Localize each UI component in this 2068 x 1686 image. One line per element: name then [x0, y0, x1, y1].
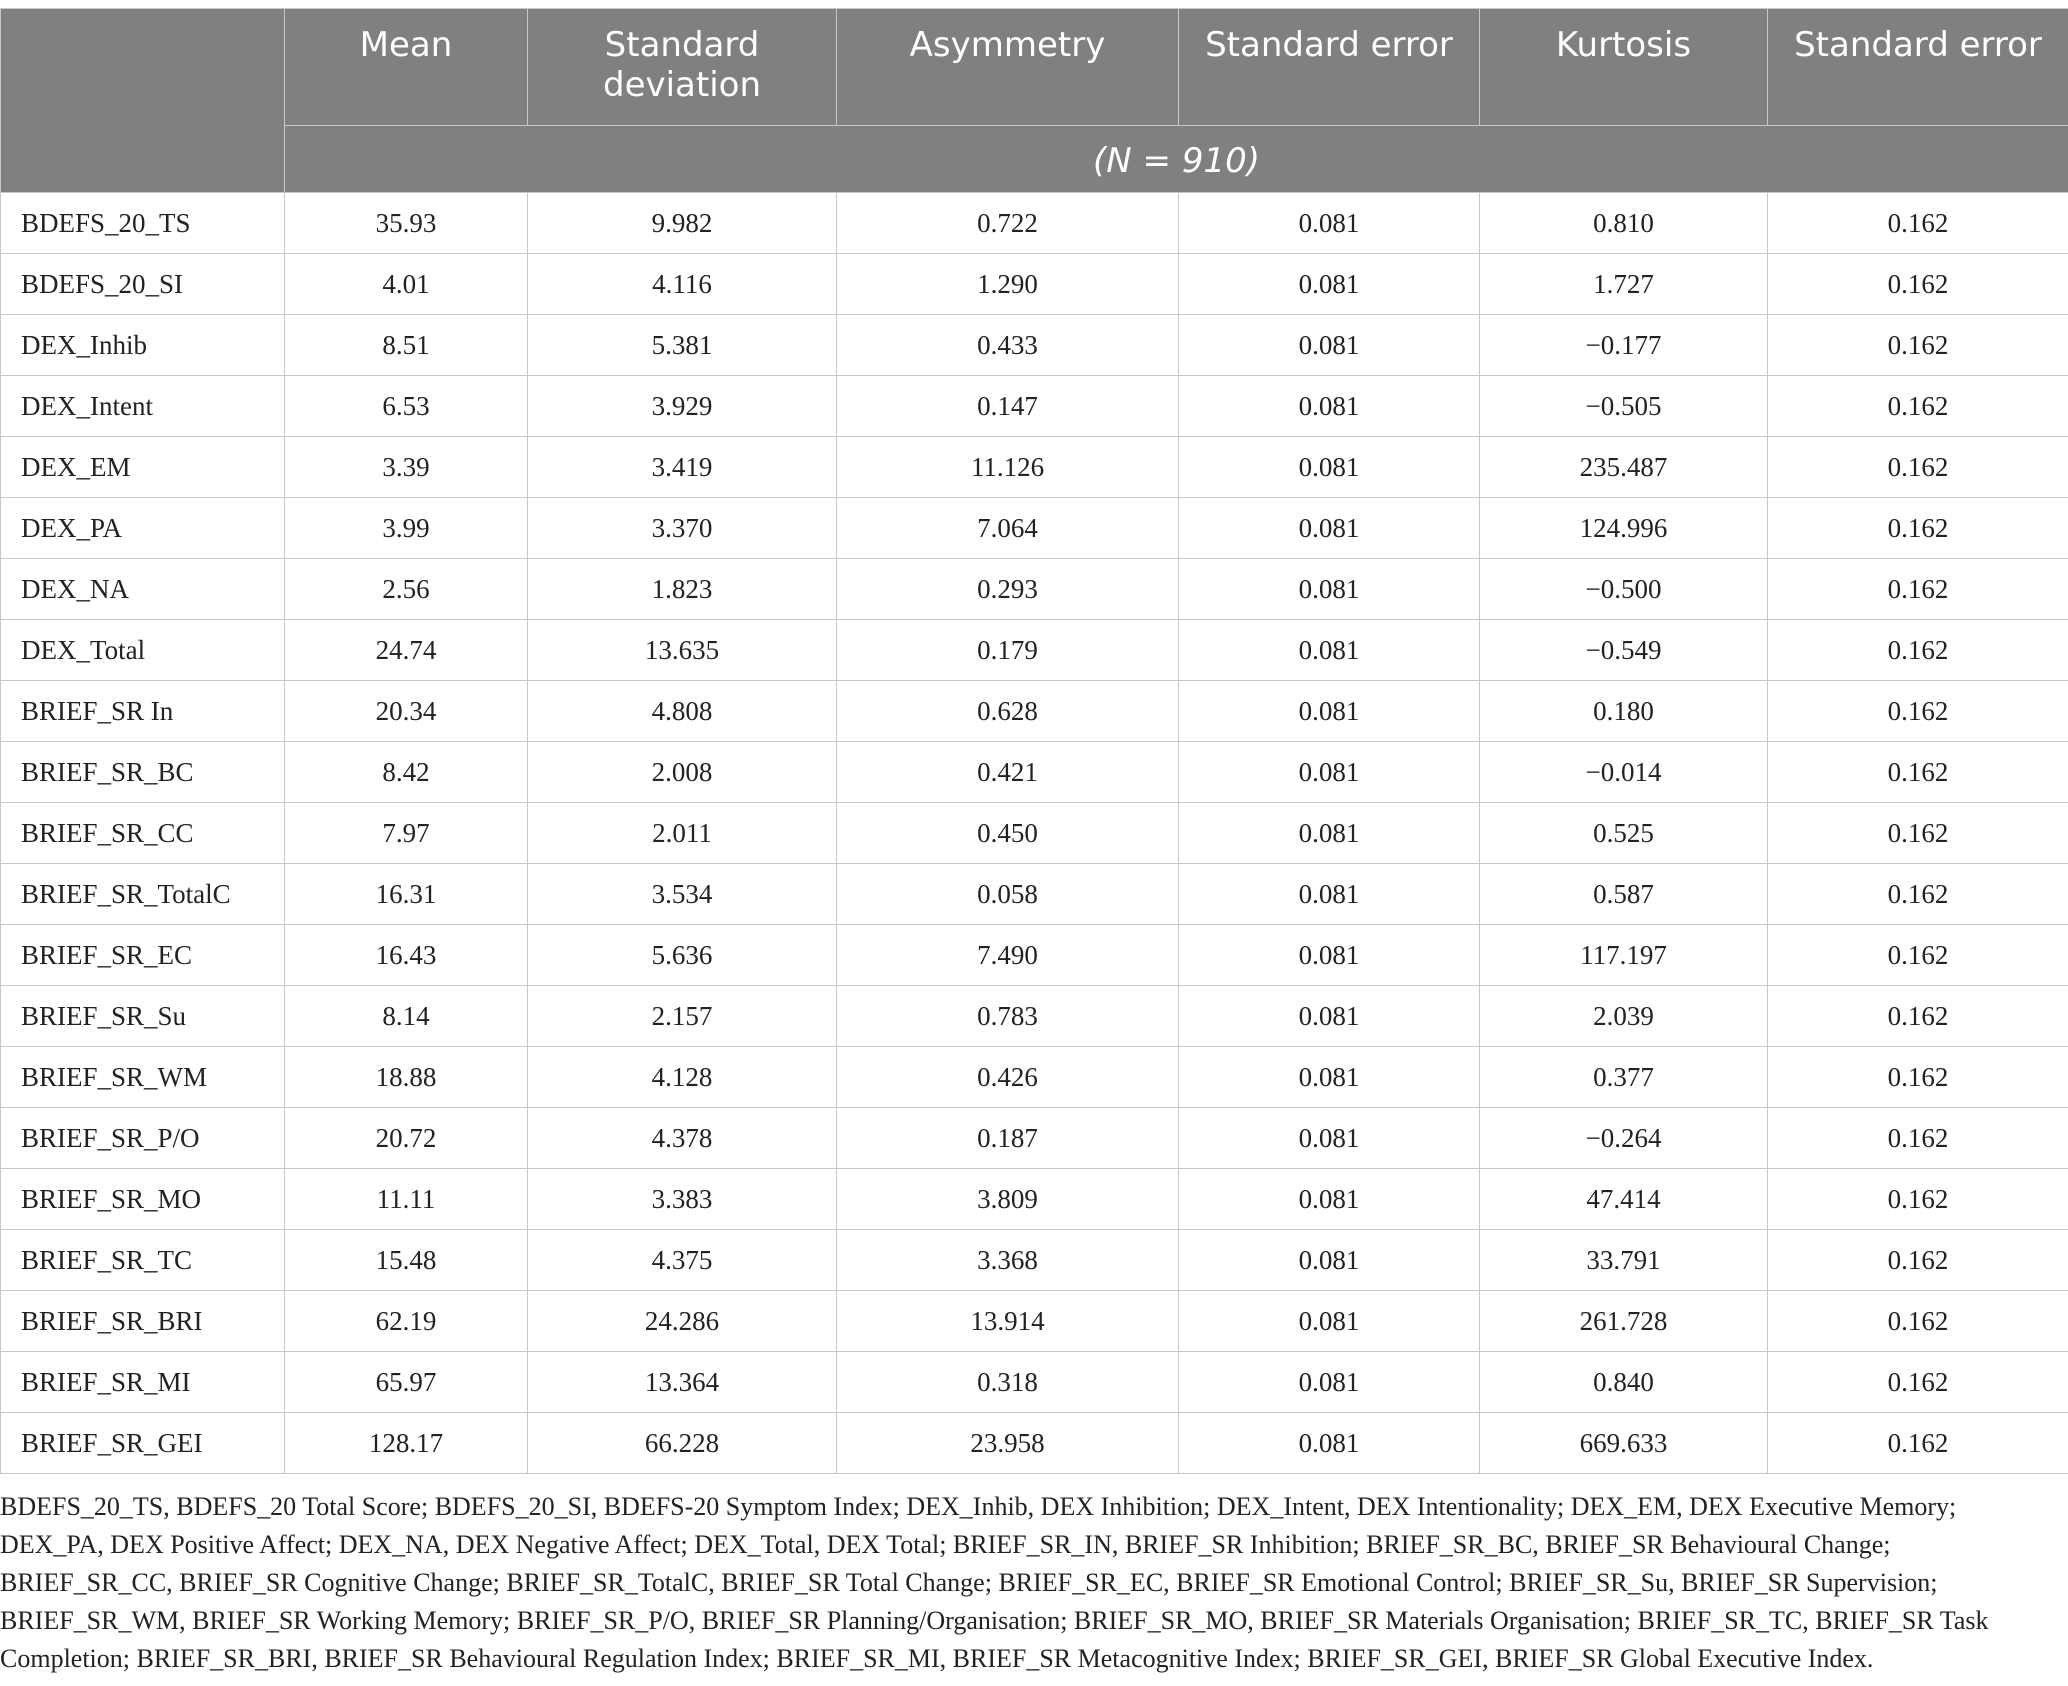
asymmetry-value: 13.914 [837, 1291, 1179, 1352]
table-footnote: BDEFS_20_TS, BDEFS_20 Total Score; BDEFS_20_SI, BDEFS-20 Symptom Index; DEX_Inhib, DEX Inhibition; DEX_Intent, DEX Intentionality; DEX_EM, DEX Executive Memory; DEX_PA, DEX Positive Affect; DEX_NA, DEX Negative Affect; DEX_Total, DEX Total; BRIEF_SR_IN, BRIEF_SR Inhibition; BRIEF_SR_BC, BRIEF_SR Behavioural Change; BRIEF_SR_CC, BRIEF_SR Cognitive Change; BRIEF_SR_TotalC, BRIEF_SR Total Change; BRIEF_SR_EC, BRIEF_SR Emotional Control; BRIEF_SR_Su, BRIEF_SR Supervision; BRIEF_SR_WM, BRIEF_SR Working Memory; BRIEF_SR_P/O, BRIEF_SR Planning/Organisation; BRIEF_SR_MO, BRIEF_SR Materials Organisation; BRIEF_SR_TC, BRIEF_SR Task Completion; BRIEF_SR_BRI, BRIEF_SR Behavioural Regulation Index; BRIEF_SR_MI, BRIEF_SR Metacognitive Index; BRIEF_SR_GEI, BRIEF_SR Global Executive Index. [0, 1492, 1989, 1673]
table-body [1, 193, 2068, 1474]
mean-value: 35.93 [285, 193, 528, 254]
mean-value: 3.39 [285, 437, 528, 498]
sd-value: 4.378 [528, 1108, 837, 1169]
mean-value: 65.97 [285, 1352, 528, 1413]
kurtosis-value: 47.414 [1480, 1169, 1768, 1230]
mean-value: 24.74 [285, 620, 528, 681]
kurtosis-value: 0.180 [1480, 681, 1768, 742]
table-row [1, 986, 2068, 1047]
mean-value: 2.56 [285, 559, 528, 620]
mean-value: 16.31 [285, 864, 528, 925]
kurtosis-se-value: 0.162 [1768, 1291, 2068, 1352]
asymmetry-se-value: 0.081 [1179, 254, 1480, 315]
asymmetry-se-value: 0.081 [1179, 1108, 1480, 1169]
asymmetry-value: 11.126 [837, 437, 1179, 498]
header-standard-error-asymmetry: Standard error [1179, 9, 1480, 126]
asymmetry-se-value: 0.081 [1179, 620, 1480, 681]
row-label: BRIEF_SR_Su [1, 986, 285, 1047]
row-label: DEX_EM [1, 437, 285, 498]
mean-value: 7.97 [285, 803, 528, 864]
table-row [1, 1413, 2068, 1474]
asymmetry-se-value: 0.081 [1179, 681, 1480, 742]
kurtosis-value: 33.791 [1480, 1230, 1768, 1291]
kurtosis-value: 2.039 [1480, 986, 1768, 1047]
table-row [1, 1108, 2068, 1169]
mean-value: 3.99 [285, 498, 528, 559]
mean-value: 8.14 [285, 986, 528, 1047]
header-asymmetry: Asymmetry [837, 9, 1179, 126]
kurtosis-value: 235.487 [1480, 437, 1768, 498]
sd-value: 4.128 [528, 1047, 837, 1108]
sd-value: 3.929 [528, 376, 837, 437]
kurtosis-se-value: 0.162 [1768, 1108, 2068, 1169]
sd-value: 4.808 [528, 681, 837, 742]
kurtosis-value: 1.727 [1480, 254, 1768, 315]
asymmetry-value: 23.958 [837, 1413, 1179, 1474]
asymmetry-value: 0.783 [837, 986, 1179, 1047]
table-row [1, 315, 2068, 376]
kurtosis-value: 0.840 [1480, 1352, 1768, 1413]
asymmetry-se-value: 0.081 [1179, 1413, 1480, 1474]
sd-value: 66.228 [528, 1413, 837, 1474]
asymmetry-value: 3.809 [837, 1169, 1179, 1230]
row-label: DEX_Intent [1, 376, 285, 437]
kurtosis-se-value: 0.162 [1768, 1413, 2068, 1474]
kurtosis-se-value: 0.162 [1768, 1047, 2068, 1108]
row-label: BRIEF_SR_TC [1, 1230, 285, 1291]
header-standard-deviation: Standard deviation [528, 9, 837, 126]
sd-value: 9.982 [528, 193, 837, 254]
kurtosis-se-value: 0.162 [1768, 1169, 2068, 1230]
sd-value: 3.383 [528, 1169, 837, 1230]
table-row [1, 254, 2068, 315]
row-label: BRIEF_SR_EC [1, 925, 285, 986]
table-row [1, 1047, 2068, 1108]
asymmetry-se-value: 0.081 [1179, 864, 1480, 925]
kurtosis-se-value: 0.162 [1768, 254, 2068, 315]
header-mean: Mean [285, 9, 528, 126]
table-row [1, 742, 2068, 803]
kurtosis-se-value: 0.162 [1768, 559, 2068, 620]
row-label: BRIEF_SR_TotalC [1, 864, 285, 925]
row-label: BRIEF_SR_MO [1, 1169, 285, 1230]
asymmetry-value: 0.179 [837, 620, 1179, 681]
row-label: BDEFS_20_SI [1, 254, 285, 315]
table-row [1, 681, 2068, 742]
sd-value: 13.635 [528, 620, 837, 681]
kurtosis-value: −0.549 [1480, 620, 1768, 681]
asymmetry-se-value: 0.081 [1179, 315, 1480, 376]
sd-value: 24.286 [528, 1291, 837, 1352]
sd-value: 2.008 [528, 742, 837, 803]
asymmetry-se-value: 0.081 [1179, 925, 1480, 986]
table-row [1, 1169, 2068, 1230]
kurtosis-value: 669.633 [1480, 1413, 1768, 1474]
kurtosis-se-value: 0.162 [1768, 620, 2068, 681]
table-row [1, 193, 2068, 254]
asymmetry-se-value: 0.081 [1179, 559, 1480, 620]
asymmetry-value: 0.293 [837, 559, 1179, 620]
asymmetry-se-value: 0.081 [1179, 437, 1480, 498]
asymmetry-value: 1.290 [837, 254, 1179, 315]
descriptive-statistics-table [0, 8, 2068, 1474]
asymmetry-se-value: 0.081 [1179, 193, 1480, 254]
mean-value: 18.88 [285, 1047, 528, 1108]
kurtosis-value: −0.264 [1480, 1108, 1768, 1169]
header-row [1, 9, 2068, 126]
row-label: BRIEF_SR_P/O [1, 1108, 285, 1169]
asymmetry-value: 0.187 [837, 1108, 1179, 1169]
table-row [1, 437, 2068, 498]
kurtosis-se-value: 0.162 [1768, 742, 2068, 803]
asymmetry-se-value: 0.081 [1179, 498, 1480, 559]
kurtosis-value: −0.500 [1480, 559, 1768, 620]
table-row [1, 1352, 2068, 1413]
kurtosis-se-value: 0.162 [1768, 193, 2068, 254]
row-label: DEX_Inhib [1, 315, 285, 376]
kurtosis-value: −0.177 [1480, 315, 1768, 376]
asymmetry-value: 0.450 [837, 803, 1179, 864]
row-label: DEX_PA [1, 498, 285, 559]
row-label: DEX_NA [1, 559, 285, 620]
asymmetry-se-value: 0.081 [1179, 376, 1480, 437]
asymmetry-value: 0.426 [837, 1047, 1179, 1108]
table-row [1, 559, 2068, 620]
sd-value: 1.823 [528, 559, 837, 620]
kurtosis-se-value: 0.162 [1768, 681, 2068, 742]
asymmetry-value: 7.064 [837, 498, 1179, 559]
header-corner-cell [1, 9, 285, 193]
asymmetry-se-value: 0.081 [1179, 1047, 1480, 1108]
mean-value: 20.34 [285, 681, 528, 742]
table-header [1, 9, 2068, 193]
asymmetry-value: 0.722 [837, 193, 1179, 254]
mean-value: 6.53 [285, 376, 528, 437]
sd-value: 3.370 [528, 498, 837, 559]
sd-value: 5.381 [528, 315, 837, 376]
kurtosis-se-value: 0.162 [1768, 1352, 2068, 1413]
table-row [1, 1291, 2068, 1352]
kurtosis-value: 0.810 [1480, 193, 1768, 254]
asymmetry-value: 0.628 [837, 681, 1179, 742]
row-label: DEX_Total [1, 620, 285, 681]
sd-value: 13.364 [528, 1352, 837, 1413]
kurtosis-se-value: 0.162 [1768, 925, 2068, 986]
table-row [1, 498, 2068, 559]
kurtosis-value: 0.525 [1480, 803, 1768, 864]
sd-value: 5.636 [528, 925, 837, 986]
row-label: BDEFS_20_TS [1, 193, 285, 254]
table-row [1, 620, 2068, 681]
row-label: BRIEF_SR_WM [1, 1047, 285, 1108]
mean-value: 8.51 [285, 315, 528, 376]
kurtosis-se-value: 0.162 [1768, 376, 2068, 437]
sample-size-label: (N = 910) [285, 126, 2068, 193]
row-label: BRIEF_SR_GEI [1, 1413, 285, 1474]
table-row [1, 864, 2068, 925]
row-label: BRIEF_SR_CC [1, 803, 285, 864]
header-standard-error-kurtosis: Standard error [1768, 9, 2068, 126]
sd-value: 3.534 [528, 864, 837, 925]
header-kurtosis: Kurtosis [1480, 9, 1768, 126]
asymmetry-se-value: 0.081 [1179, 1291, 1480, 1352]
sd-value: 3.419 [528, 437, 837, 498]
table-row [1, 925, 2068, 986]
kurtosis-se-value: 0.162 [1768, 498, 2068, 559]
asymmetry-se-value: 0.081 [1179, 1352, 1480, 1413]
asymmetry-value: 0.058 [837, 864, 1179, 925]
kurtosis-value: 261.728 [1480, 1291, 1768, 1352]
kurtosis-value: 124.996 [1480, 498, 1768, 559]
row-label: BRIEF_SR_BC [1, 742, 285, 803]
kurtosis-value: −0.014 [1480, 742, 1768, 803]
asymmetry-se-value: 0.081 [1179, 803, 1480, 864]
asymmetry-se-value: 0.081 [1179, 742, 1480, 803]
asymmetry-value: 7.490 [837, 925, 1179, 986]
mean-value: 11.11 [285, 1169, 528, 1230]
kurtosis-value: 0.377 [1480, 1047, 1768, 1108]
sd-value: 2.011 [528, 803, 837, 864]
asymmetry-value: 0.318 [837, 1352, 1179, 1413]
row-label: BRIEF_SR_MI [1, 1352, 285, 1413]
mean-value: 15.48 [285, 1230, 528, 1291]
kurtosis-value: 0.587 [1480, 864, 1768, 925]
kurtosis-value: 117.197 [1480, 925, 1768, 986]
mean-value: 20.72 [285, 1108, 528, 1169]
asymmetry-value: 0.433 [837, 315, 1179, 376]
kurtosis-se-value: 0.162 [1768, 803, 2068, 864]
kurtosis-se-value: 0.162 [1768, 864, 2068, 925]
mean-value: 128.17 [285, 1413, 528, 1474]
mean-value: 4.01 [285, 254, 528, 315]
sd-value: 2.157 [528, 986, 837, 1047]
sd-value: 4.116 [528, 254, 837, 315]
asymmetry-value: 0.421 [837, 742, 1179, 803]
asymmetry-se-value: 0.081 [1179, 1169, 1480, 1230]
kurtosis-value: −0.505 [1480, 376, 1768, 437]
asymmetry-value: 0.147 [837, 376, 1179, 437]
table-row [1, 803, 2068, 864]
asymmetry-se-value: 0.081 [1179, 1230, 1480, 1291]
table-row [1, 376, 2068, 437]
kurtosis-se-value: 0.162 [1768, 437, 2068, 498]
kurtosis-se-value: 0.162 [1768, 315, 2068, 376]
row-label: BRIEF_SR_BRI [1, 1291, 285, 1352]
asymmetry-value: 3.368 [837, 1230, 1179, 1291]
mean-value: 16.43 [285, 925, 528, 986]
table-row [1, 1230, 2068, 1291]
mean-value: 62.19 [285, 1291, 528, 1352]
mean-value: 8.42 [285, 742, 528, 803]
kurtosis-se-value: 0.162 [1768, 1230, 2068, 1291]
sample-size-row [1, 126, 2068, 193]
row-label: BRIEF_SR In [1, 681, 285, 742]
sd-value: 4.375 [528, 1230, 837, 1291]
kurtosis-se-value: 0.162 [1768, 986, 2068, 1047]
asymmetry-se-value: 0.081 [1179, 986, 1480, 1047]
